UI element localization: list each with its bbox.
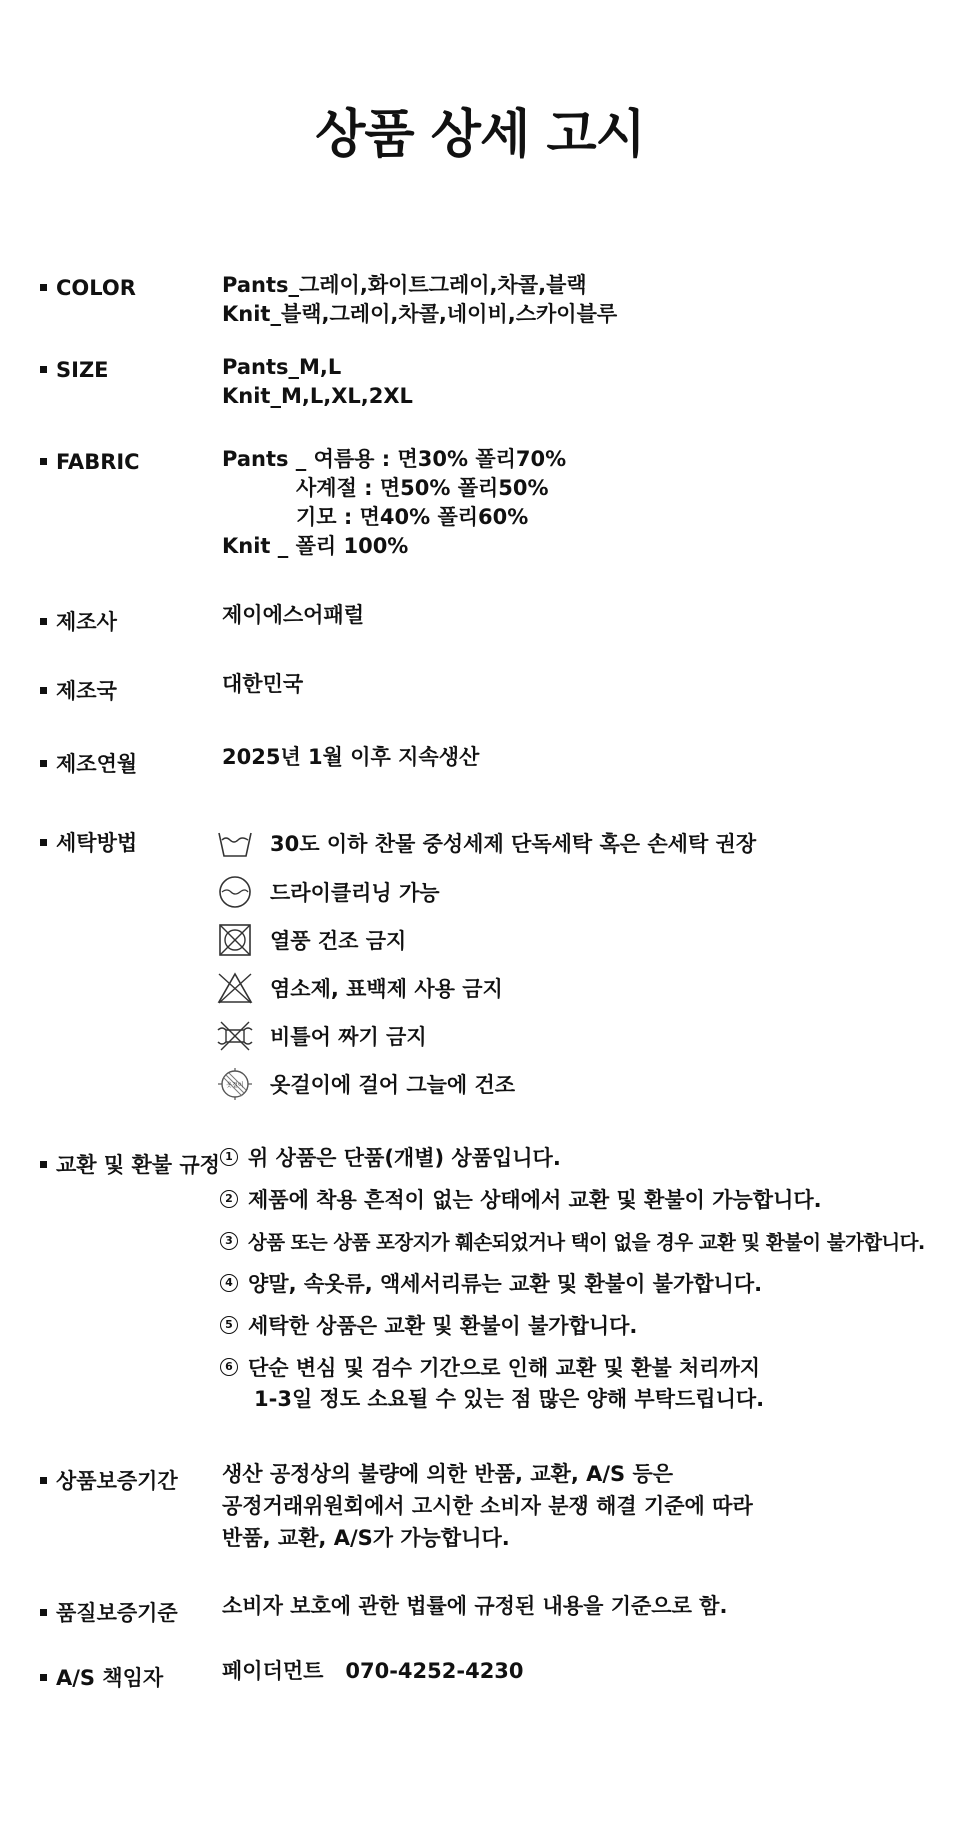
- fabric-value: [222, 445, 566, 561]
- size-label: SIZE: [40, 358, 109, 382]
- date-label: 제조연월: [40, 748, 137, 778]
- quality-value: 소비자 보호에 관한 법률에 규정된 내용을 기준으로 함.: [222, 1594, 728, 1618]
- fabric-line-allseason: 사계절 : 면50% 폴리50%: [296, 476, 549, 500]
- bullet: [40, 458, 47, 465]
- date-value: 2025년 1월 이후 지속생산: [222, 745, 480, 769]
- care-item: 열풍 건조 금지: [216, 920, 406, 960]
- fabric-label: FABRIC: [40, 450, 140, 474]
- bullet: [40, 618, 47, 625]
- policy-label: 교환 및 환불 규정: [40, 1149, 220, 1179]
- warranty-value: [222, 1458, 753, 1554]
- bullet: [40, 1161, 47, 1168]
- bullet: [40, 760, 47, 767]
- no-wring-icon: [216, 1019, 254, 1053]
- color-value: [222, 271, 617, 329]
- bullet: [40, 366, 47, 373]
- policy-item: 2 제품에 착용 흔적이 없는 상태에서 교환 및 환불이 가능합니다.: [220, 1185, 822, 1216]
- warranty-line: 공정거래위원회에서 고시한 소비자 분쟁 해결 기준에 따라: [222, 1494, 753, 1518]
- size-value: [222, 353, 413, 411]
- warranty-label: 상품보증기간: [40, 1465, 178, 1495]
- origin-label: 제조국: [40, 675, 117, 705]
- bullet: [40, 839, 47, 846]
- fabric-line-brushed: 기모 : 면40% 폴리60%: [296, 505, 529, 529]
- care-item: 염소제, 표백제 사용 금지: [216, 968, 503, 1008]
- quality-label: 품질보증기준: [40, 1597, 178, 1627]
- as-value: 페이더먼트 070-4252-4230: [222, 1659, 524, 1683]
- no-tumble-dry-icon: [216, 923, 254, 957]
- policy-item: 5 세탁한 상품은 교환 및 환불이 불가합니다.: [220, 1311, 637, 1342]
- hang-dry-shade-icon: [216, 1067, 254, 1101]
- page-title: 상품 상세 고시: [315, 105, 645, 165]
- warranty-line: 생산 공정상의 불량에 의한 반품, 교환, A/S 등은: [222, 1462, 674, 1486]
- warranty-line: 반품, 교환, A/S가 가능합니다.: [222, 1526, 510, 1550]
- dry-clean-icon: [216, 875, 254, 909]
- policy-item: 6 단순 변심 및 검수 기간으로 인해 교환 및 환불 처리까지 1-3일 정도 소요될 수 있는 점 많은 양해 부탁드립니다.: [220, 1353, 764, 1415]
- fabric-line-knit: Knit _ 폴리 100%: [222, 534, 409, 558]
- size-line-pants: Pants_M,L: [222, 355, 342, 379]
- bullet: [40, 1477, 47, 1484]
- manufacturer-value: 제이에스어패럴: [222, 603, 365, 627]
- policy-item: 3 상품 또는 상품 포장지가 훼손되었거나 택이 없을 경우 교환 및 환불이 불가합니다.: [220, 1227, 925, 1258]
- bullet: [40, 284, 47, 291]
- svg-text:옷걸이: 옷걸이: [226, 1082, 244, 1089]
- bullet: [40, 687, 47, 694]
- origin-value: 대한민국: [222, 672, 304, 696]
- no-bleach-icon: [216, 971, 254, 1005]
- care-label: 세탁방법: [40, 827, 137, 857]
- wash-tub-icon: [216, 826, 254, 860]
- bullet: [40, 1674, 47, 1681]
- policy-item: 4 양말, 속옷류, 액세서리류는 교환 및 환불이 불가합니다.: [220, 1269, 762, 1300]
- manufacturer-label: 제조사: [40, 606, 117, 636]
- fabric-line-summer: Pants _ 여름용 : 면30% 폴리70%: [222, 447, 567, 471]
- bullet: [40, 1609, 47, 1616]
- care-item: 비틀어 짜기 금지: [216, 1016, 427, 1056]
- care-item: 옷걸이 옷걸이에 걸어 그늘에 건조: [216, 1064, 515, 1104]
- size-line-knit: Knit_M,L,XL,2XL: [222, 384, 413, 408]
- care-item: 30도 이하 찬물 중성세제 단독세탁 혹은 손세탁 권장: [216, 823, 756, 863]
- policy-item: 1 위 상품은 단품(개별) 상품입니다.: [220, 1143, 561, 1174]
- care-item: 드라이클리닝 가능: [216, 872, 440, 912]
- color-line-pants: Pants_그레이,화이트그레이,차콜,블랙: [222, 273, 587, 297]
- color-line-knit: Knit_블랙,그레이,차콜,네이비,스카이블루: [222, 302, 618, 326]
- color-label: COLOR: [40, 276, 136, 300]
- as-label: A/S 책임자: [40, 1662, 163, 1692]
